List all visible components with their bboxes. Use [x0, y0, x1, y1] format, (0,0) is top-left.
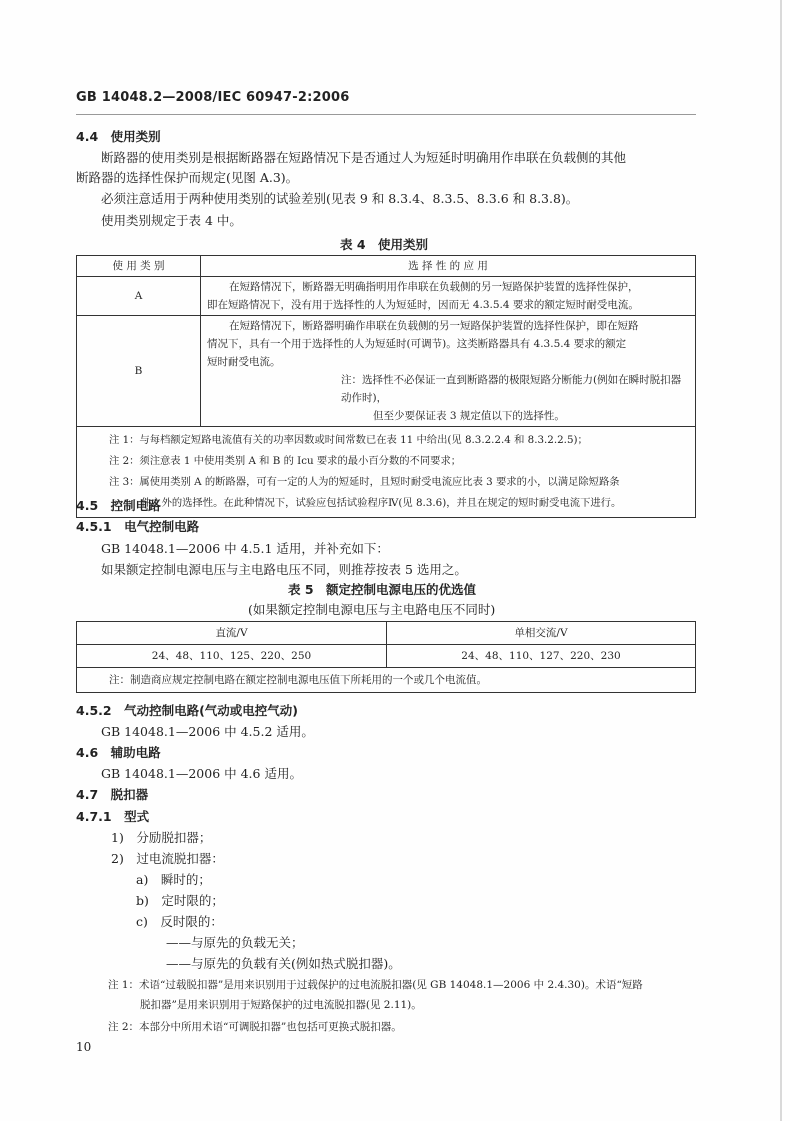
- table-5-ac-values: 24、48、110、127、220、230: [387, 645, 696, 668]
- table-4-cat-a: A: [77, 277, 201, 316]
- row-b-note-line-1: 注：选择性不必保证一直到断路器的极限短路分断能力(例如在瞬时脱扣器动作时)，: [341, 374, 682, 404]
- section-4-5-title: 4.5 控制电路: [76, 498, 161, 513]
- list-item-1: 1) 分励脱扣器；: [111, 830, 212, 845]
- table-row: [77, 427, 696, 518]
- section-4-5-2-title: 4.5.2 气动控制电路(气动或电控气动): [76, 703, 299, 718]
- s44-paragraph-1b: 断路器的选择性保护而规定(见图 A.3)。: [76, 170, 299, 185]
- table-5-header-dc: 直流/V: [77, 622, 387, 645]
- table-row: [77, 316, 696, 427]
- table-5: [76, 621, 696, 693]
- table-4-note-3b: 件之外的选择性。在此种情况下，试验应包括试验程序Ⅳ(见 8.3.6)，并且在规定的短时耐受电流下进行。: [141, 497, 622, 509]
- s471-note-1a: 注 1：术语“过载脱扣器”是用来识别用于过载保护的过电流脱扣器(见 GB 14048.1—2006 中 2.4.30)。术语“短路: [108, 979, 643, 991]
- s471-note-2: 注 2：本部分中所用术语“可调脱扣器”也包括可更换式脱扣器。: [108, 1021, 402, 1033]
- row-b-line-1: 在短路情况下，断路器明确作串联在负载侧的另一短路保护装置的选择性保护，即在短路: [229, 320, 639, 332]
- table-5-caption: 表 5 额定控制电源电压的优选值: [288, 582, 477, 597]
- table-4-note-2: 注 2：须注意表 1 中使用类别 A 和 B 的 Icu 要求的最小百分数的不同要求；: [109, 455, 462, 467]
- section-4-7-title: 4.7 脱扣器: [76, 787, 149, 802]
- s451-paragraph-2: 如果额定控制电源电压与主电路电压不同，则推荐按表 5 选用之。: [101, 562, 467, 577]
- table-4-cat-b: B: [77, 316, 201, 427]
- table-5-dc-values: 24、48、110、125、220、250: [77, 645, 387, 668]
- page-number: 10: [76, 1040, 92, 1054]
- table-4-note-1: 注 1：与每档额定短路电流值有关的功率因数或时间常数已在表 11 中给出(见 8.3.2.2.4 和 8.3.2.2.5)；: [109, 434, 588, 446]
- table-row: [77, 668, 696, 693]
- row-b-line-3: 短时耐受电流。: [207, 356, 281, 368]
- s451-paragraph-1: GB 14048.1—2006 中 4.5.1 适用，并补充如下：: [101, 541, 389, 556]
- section-4-6-title: 4.6 辅助电路: [76, 745, 161, 760]
- row-a-line-1: 在短路情况下，断路器无明确指明用作串联在负载侧的另一短路保护装置的选择性保护，: [229, 281, 639, 293]
- list-item-2: 2) 过电流脱扣器：: [111, 851, 224, 866]
- section-4-4-title: 4.4 使用类别: [76, 129, 161, 144]
- s44-paragraph-2: 必须注意适用于两种使用类别的试验差别(见表 9 和 8.3.4、8.3.5、8.3.6 和 8.3.8)。: [101, 191, 579, 206]
- table-row: [77, 645, 696, 668]
- section-4-5-1-title: 4.5.1 电气控制电路: [76, 519, 200, 534]
- s44-paragraph-1a: 断路器的使用类别是根据断路器在短路情况下是否通过人为短延时明确用作串联在负载侧的其他: [101, 150, 627, 165]
- page-edge: [780, 0, 782, 1121]
- table-4-header-category: 使 用 类 别: [77, 256, 201, 277]
- table-5-subcaption: (如果额定控制电源电压与主电路电压不同时): [248, 602, 496, 617]
- s44-paragraph-3: 使用类别规定于表 4 中。: [101, 213, 242, 228]
- table-row: [77, 622, 696, 645]
- s46-paragraph: GB 14048.1—2006 中 4.6 适用。: [101, 766, 302, 781]
- row-a-line-2: 即在短路情况下，没有用于选择性的人为短延时，因而无 4.3.5.4 要求的额定短时耐受电流。: [207, 299, 639, 311]
- table-4-notes: [77, 427, 696, 518]
- list-item-2c: c) 反时限的：: [136, 914, 223, 929]
- s452-paragraph: GB 14048.1—2006 中 4.5.2 适用。: [101, 724, 314, 739]
- standard-header: GB 14048.2—2008/IEC 60947-2:2006: [76, 90, 350, 105]
- table-4: [76, 255, 696, 518]
- list-item-2a: a) 瞬时的；: [136, 872, 211, 887]
- s471-note-1b: 脱扣器”是用来识别用于短路保护的过电流脱扣器(见 2.11)。: [140, 999, 422, 1011]
- table-5-note: 注：制造商应规定控制电路在额定控制电源电压值下所耗用的一个或几个电流值。: [77, 668, 696, 693]
- table-4-caption: 表 4 使用类别: [340, 237, 429, 252]
- table-4-cell-b: [201, 316, 696, 427]
- section-4-7-1-title: 4.7.1 型式: [76, 809, 150, 824]
- row-b-note-line-2: 但至少要保证表 3 规定值以下的选择性。: [373, 410, 565, 422]
- row-b-line-2: 情况下，具有一个用于选择性的人为短延时(可调节)。这类断路器具有 4.3.5.4 要求的额定: [207, 338, 627, 350]
- table-row: [77, 277, 696, 316]
- table-5-header-ac: 单相交流/V: [387, 622, 696, 645]
- table-4-cell-a: [201, 277, 696, 316]
- table-4-note-3a: 注 3：属使用类别 A 的断路器，可有一定的人为的短延时，且短时耐受电流应比表 3 要求的小，以满足除短路条: [109, 476, 620, 488]
- list-item-dash-1: ——与原先的负载无关；: [166, 935, 304, 950]
- table-4-header-application: 选 择 性 的 应 用: [201, 256, 696, 277]
- list-item-2b: b) 定时限的；: [136, 893, 224, 908]
- header-rule: [76, 114, 696, 115]
- list-item-dash-2: ——与原先的负载有关(例如热式脱扣器)。: [166, 956, 401, 971]
- table-row: [77, 256, 696, 277]
